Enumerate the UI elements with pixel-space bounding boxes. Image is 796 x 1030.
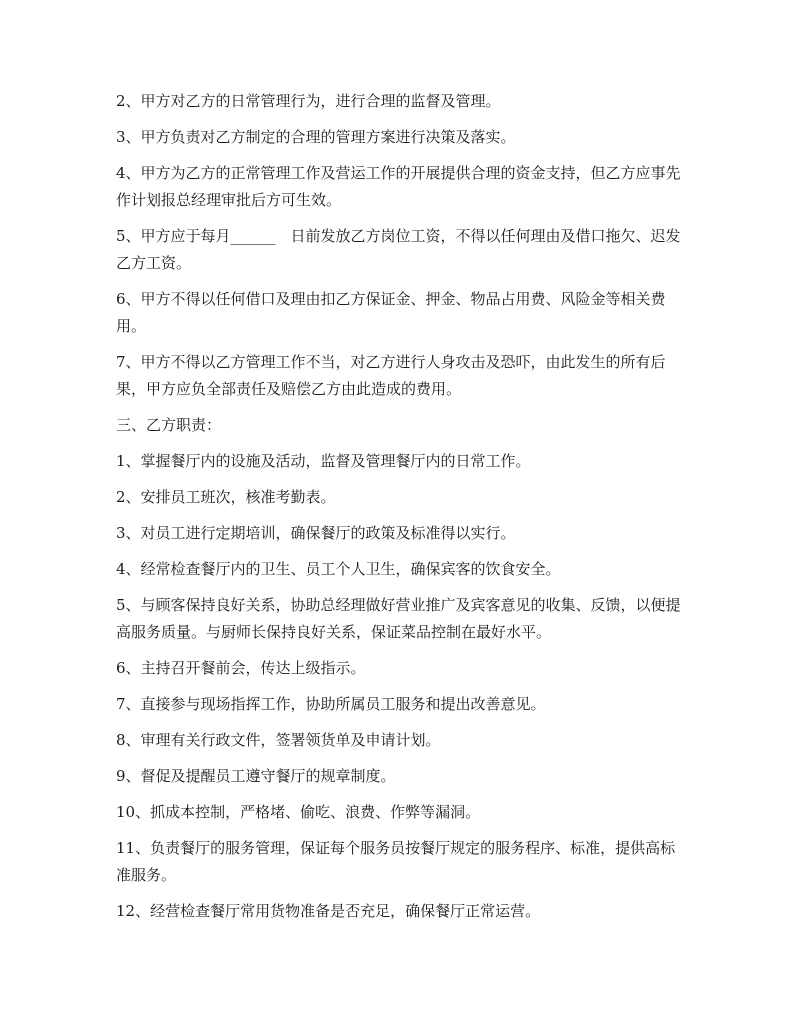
paragraph-party-a-6: 6、甲方不得以任何借口及理由扣乙方保证金、押金、物品占用费、风险金等相关费用。 — [116, 290, 666, 335]
paragraph-party-b-1: 1、掌握餐厅内的设施及活动，监督及管理餐厅内的日常工作。 — [116, 452, 531, 470]
paragraph-party-b-4: 4、经常检查餐厅内的卫生、员工个人卫生，确保宾客的饮食安全。 — [116, 560, 561, 578]
paragraph-party-b-7: 7、直接参与现场指挥工作，协助所属员工服务和提出改善意见。 — [116, 695, 546, 713]
paragraph-party-b-8: 8、审理有关行政文件，签署领货单及申请计划。 — [116, 731, 441, 749]
paragraph-party-b-10: 10、抓成本控制，严格堵、偷吃、浪费、作弊等漏洞。 — [116, 803, 481, 821]
paragraph-party-b-12: 12、经营检查餐厅常用货物准备是否充足，确保餐厅正常运营。 — [116, 902, 541, 920]
paragraph-party-a-7: 7、甲方不得以乙方管理工作不当，对乙方进行人身攻击及恐吓，由此发生的所有后果，甲方应负全部责任及赔偿乙方由此造成的费用。 — [116, 353, 666, 398]
section-heading-party-b-duties: 三、乙方职责： — [116, 416, 222, 434]
paragraph-party-b-3: 3、对员工进行定期培训，确保餐厅的政策及标准得以实行。 — [116, 524, 516, 542]
paragraph-party-a-4: 4、甲方为乙方的正常管理工作及营运工作的开展提供合理的资金支持，但乙方应事先作计划报总经理审批后方可生效。 — [116, 164, 681, 209]
paragraph-party-b-6: 6、主持召开餐前会，传达上级指示。 — [116, 659, 366, 677]
document-body — [116, 88, 688, 934]
paragraph-party-b-5: 5、与顾客保持良好关系，协助总经理做好营业推广及宾客意见的收集、反馈，以便提高服务质量。与厨师长保持良好关系，保证菜品控制在最好水平。 — [116, 596, 681, 641]
paragraph-party-b-9: 9、督促及提醒员工遵守餐厅的规章制度。 — [116, 767, 396, 785]
paragraph-party-b-2: 2、安排员工班次，核准考勤表。 — [116, 488, 336, 506]
paragraph-party-a-2: 2、甲方对乙方的日常管理行为，进行合理的监督及管理。 — [116, 92, 501, 110]
paragraph-party-b-11: 11、负责餐厅的服务管理，保证每个服务员按餐厅规定的服务程序、标准，提供高标准服务。 — [116, 839, 676, 884]
paragraph-party-a-5: 5、甲方应于每月______ 日前发放乙方岗位工资，不得以任何理由及借口拖欠、迟发乙方工资。 — [116, 227, 681, 272]
paragraph-party-a-3: 3、甲方负责对乙方制定的合理的管理方案进行决策及落实。 — [116, 128, 516, 146]
